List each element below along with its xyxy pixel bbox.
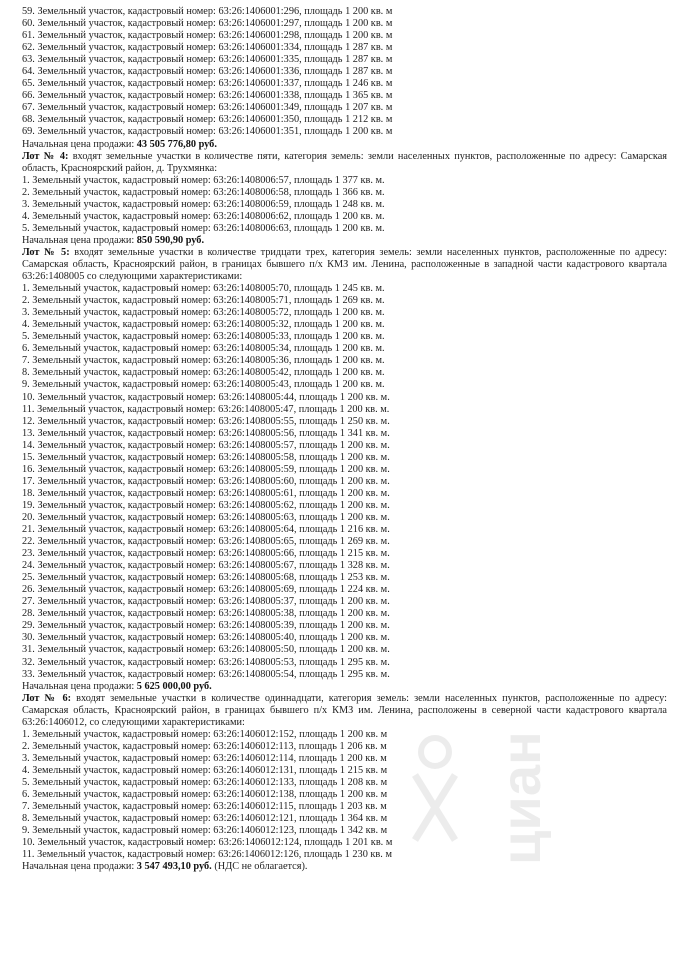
- price-note: (НДС не облагается).: [211, 861, 308, 873]
- list-item: 22. Земельный участок, кадастровый номер: 63:26:1408005:65, площадь 1 269 кв. м.: [22, 536, 390, 548]
- list-item: 7. Земельный участок, кадастровый номер: 63:26:1406012:115, площадь 1 203 кв. м: [22, 801, 387, 813]
- list-item: 30. Земельный участок, кадастровый номер: 63:26:1408005:40, площадь 1 200 кв. м.: [22, 632, 390, 644]
- list-item: 9. Земельный участок, кадастровый номер: 63:26:1406012:123, площадь 1 342 кв. м: [22, 825, 388, 837]
- lot-description: [22, 247, 667, 283]
- lot-description: [22, 151, 667, 175]
- list-item: 23. Земельный участок, кадастровый номер: 63:26:1408005:66, площадь 1 215 кв. м.: [22, 548, 390, 560]
- cian-watermark-logo: [405, 730, 585, 870]
- list-item: 18. Земельный участок, кадастровый номер: 63:26:1408005:61, площадь 1 200 кв. м.: [22, 487, 390, 499]
- list-item: 62. Земельный участок, кадастровый номер: 63:26:1406001:334, площадь 1 287 кв. м: [22, 42, 393, 54]
- list-item: 5. Земельный участок, кадастровый номер: 63:26:1408005:33, площадь 1 200 кв. м.: [22, 331, 385, 343]
- list-item: 59. Земельный участок, кадастровый номер: 63:26:1406001:296, площадь 1 200 кв. м: [22, 6, 393, 17]
- list-item: 11. Земельный участок, кадастровый номер: 63:26:1406012:126, площадь 1 230 кв. м: [22, 849, 392, 861]
- list-item: 2. Земельный участок, кадастровый номер: 63:26:1406012:113, площадь 1 206 кв. м: [22, 740, 387, 752]
- price-value: 5 625 000,00 руб.: [136, 680, 212, 692]
- list-item: 32. Земельный участок, кадастровый номер: 63:26:1408005:53, площадь 1 295 кв. м.: [22, 656, 390, 668]
- list-item: 67. Земельный участок, кадастровый номер: 63:26:1406001:349, площадь 1 207 кв. м: [22, 102, 393, 114]
- starting-price: [22, 139, 667, 151]
- list-item: 7. Земельный участок, кадастровый номер: 63:26:1408005:36, площадь 1 200 кв. м.: [22, 355, 385, 367]
- list-item: 60. Земельный участок, кадастровый номер: 63:26:1406001:297, площадь 1 200 кв. м: [22, 18, 393, 30]
- list-item: 11. Земельный участок, кадастровый номер: 63:26:1408005:47, площадь 1 200 кв. м.: [22, 403, 390, 415]
- lot-text: входят земельные участки в количестве тридцати трех, категория земель: земли населенных пунктов, расположенные по адресу: Самарская область, Красноярский район, в границах бывшего п/х КМЗ им. Ленина, расположенные в западной части кадастрового квартала 63:26:1408005 со следующими характеристиками:: [22, 246, 667, 283]
- list-item: 12. Земельный участок, кадастровый номер: 63:26:1408005:55, площадь 1 250 кв. м.: [22, 415, 390, 427]
- list-item: 10. Земельный участок, кадастровый номер: 63:26:1408005:44, площадь 1 200 кв. м.: [22, 391, 390, 403]
- list-item: 4. Земельный участок, кадастровый номер: 63:26:1406012:131, площадь 1 215 кв. м: [22, 764, 388, 776]
- lot-text: входят земельные участки в количестве пяти, категория земель: земли населенных пунктов, расположенные по адресу: Самарская область, Красноярский район, д. Трухмянка:: [22, 150, 668, 174]
- list-item: 15. Земельный участок, кадастровый номер: 63:26:1408005:58, площадь 1 200 кв. м.: [22, 451, 390, 463]
- starting-price: [22, 235, 667, 247]
- list-item: 20. Земельный участок, кадастровый номер: 63:26:1408005:63, площадь 1 200 кв. м.: [22, 511, 390, 523]
- list-item: 14. Земельный участок, кадастровый номер: 63:26:1408005:57, площадь 1 200 кв. м.: [22, 439, 390, 451]
- list-item: 63. Земельный участок, кадастровый номер: 63:26:1406001:335, площадь 1 287 кв. м: [22, 54, 393, 66]
- list-item: 8. Земельный участок, кадастровый номер: 63:26:1406012:121, площадь 1 364 кв. м: [22, 813, 388, 825]
- watermark-text: циан: [489, 731, 552, 865]
- price-label: Начальная цена продажи:: [22, 234, 137, 246]
- list-item: 10. Земельный участок, кадастровый номер: 63:26:1406012:124, площадь 1 201 кв. м: [22, 837, 393, 849]
- list-item: 2. Земельный участок, кадастровый номер: 63:26:1408005:71, площадь 1 269 кв. м.: [22, 295, 385, 307]
- list-item: 19. Земельный участок, кадастровый номер: 63:26:1408005:62, площадь 1 200 кв. м.: [22, 499, 390, 511]
- list-item: 8. Земельный участок, кадастровый номер: 63:26:1408005:42, площадь 1 200 кв. м.: [22, 367, 385, 379]
- list-item: 21. Земельный участок, кадастровый номер: 63:26:1408005:64, площадь 1 216 кв. м.: [22, 524, 390, 536]
- list-item: 13. Земельный участок, кадастровый номер: 63:26:1408005:56, площадь 1 341 кв. м.: [22, 427, 390, 439]
- list-item: 3. Земельный участок, кадастровый номер: 63:26:1408006:59, площадь 1 248 кв. м.: [22, 198, 385, 210]
- list-item: 28. Земельный участок, кадастровый номер: 63:26:1408005:38, площадь 1 200 кв. м.: [22, 608, 390, 620]
- list-item: 66. Земельный участок, кадастровый номер: 63:26:1406001:338, площадь 1 365 кв. м: [22, 90, 393, 102]
- lot-description: [22, 693, 667, 729]
- list-item: 3. Земельный участок, кадастровый номер: 63:26:1408005:72, площадь 1 200 кв. м.: [22, 307, 385, 319]
- list-item: 25. Земельный участок, кадастровый номер: 63:26:1408005:68, площадь 1 253 кв. м.: [22, 572, 390, 584]
- list-item: 68. Земельный участок, кадастровый номер: 63:26:1406001:350, площадь 1 212 кв. м: [22, 114, 393, 126]
- price-value: 850 590,90 руб.: [136, 234, 205, 246]
- price-label: Начальная цена продажи:: [22, 680, 137, 692]
- list-item: 1. Земельный участок, кадастровый номер: 63:26:1408005:70, площадь 1 245 кв. м.: [22, 283, 385, 295]
- list-item: 9. Земельный участок, кадастровый номер: 63:26:1408005:43, площадь 1 200 кв. м.: [22, 379, 385, 391]
- list-item: 24. Земельный участок, кадастровый номер: 63:26:1408005:67, площадь 1 328 кв. м.: [22, 560, 390, 572]
- list-item: 61. Земельный участок, кадастровый номер: 63:26:1406001:298, площадь 1 200 кв. м: [22, 30, 393, 42]
- list-item: 69. Земельный участок, кадастровый номер: 63:26:1406001:351, площадь 1 200 кв. м: [22, 126, 393, 138]
- list-item: 16. Земельный участок, кадастровый номер: 63:26:1408005:59, площадь 1 200 кв. м.: [22, 463, 390, 475]
- starting-price: [22, 681, 667, 693]
- lot-label: Лот № 4:: [22, 150, 69, 162]
- list-item: 2. Земельный участок, кадастровый номер: 63:26:1408006:58, площадь 1 366 кв. м.: [22, 186, 385, 198]
- list-item: 4. Земельный участок, кадастровый номер: 63:26:1408006:62, площадь 1 200 кв. м.: [22, 210, 385, 222]
- list-item: 1. Земельный участок, кадастровый номер: 63:26:1408006:57, площадь 1 377 кв. м.: [22, 174, 385, 186]
- list-item: 27. Земельный участок, кадастровый номер: 63:26:1408005:37, площадь 1 200 кв. м.: [22, 596, 390, 608]
- lot-text: входят земельные участки в количестве одиннадцати, категория земель: земли населенных пунктов, расположенные по адресу: Самарская область, Красноярский район, в границах бывшего п/х КМЗ им. Ленина, расположены в северной части кадастрового квартала 63:26:1406012, со следующими характеристиками:: [22, 692, 667, 728]
- list-item: 6. Земельный участок, кадастровый номер: 63:26:1406012:138, площадь 1 200 кв. м: [22, 789, 388, 801]
- list-item: 3. Земельный участок, кадастровый номер: 63:26:1406012:114, площадь 1 200 кв. м: [22, 752, 387, 764]
- lot-label: Лот № 5:: [22, 246, 70, 258]
- list-item: 33. Земельный участок, кадастровый номер: 63:26:1408005:54, площадь 1 295 кв. м.: [22, 668, 390, 680]
- list-item: 4. Земельный участок, кадастровый номер: 63:26:1408005:32, площадь 1 200 кв. м.: [22, 319, 385, 331]
- list-item: 1. Земельный участок, кадастровый номер: 63:26:1406012:152, площадь 1 200 кв. м: [22, 728, 388, 740]
- list-item: 5. Земельный участок, кадастровый номер: 63:26:1406012:133, площадь 1 208 кв. м: [22, 777, 388, 788]
- list-item: 6. Земельный участок, кадастровый номер: 63:26:1408005:34, площадь 1 200 кв. м.: [22, 343, 385, 355]
- price-value: 3 547 493,10 руб.: [136, 861, 212, 873]
- price-value: 43 505 776,80 руб.: [136, 138, 217, 150]
- list-item: 17. Земельный участок, кадастровый номер: 63:26:1408005:60, площадь 1 200 кв. м.: [22, 475, 390, 487]
- list-item: 5. Земельный участок, кадастровый номер: 63:26:1408006:63, площадь 1 200 кв. м.: [22, 222, 385, 234]
- list-item: 31. Земельный участок, кадастровый номер: 63:26:1408005:50, площадь 1 200 кв. м.: [22, 644, 390, 656]
- list-item: 64. Земельный участок, кадастровый номер: 63:26:1406001:336, площадь 1 287 кв. м: [22, 66, 393, 78]
- list-item: 65. Земельный участок, кадастровый номер: 63:26:1406001:337, площадь 1 246 кв. м: [22, 78, 393, 90]
- lot-label: Лот № 6:: [22, 692, 72, 704]
- list-item: 26. Земельный участок, кадастровый номер: 63:26:1408005:69, площадь 1 224 кв. м.: [22, 584, 390, 596]
- price-label: Начальная цена продажи:: [22, 138, 137, 150]
- price-label: Начальная цена продажи:: [22, 861, 137, 873]
- list-item: 29. Земельный участок, кадастровый номер: 63:26:1408005:39, площадь 1 200 кв. м.: [22, 620, 390, 632]
